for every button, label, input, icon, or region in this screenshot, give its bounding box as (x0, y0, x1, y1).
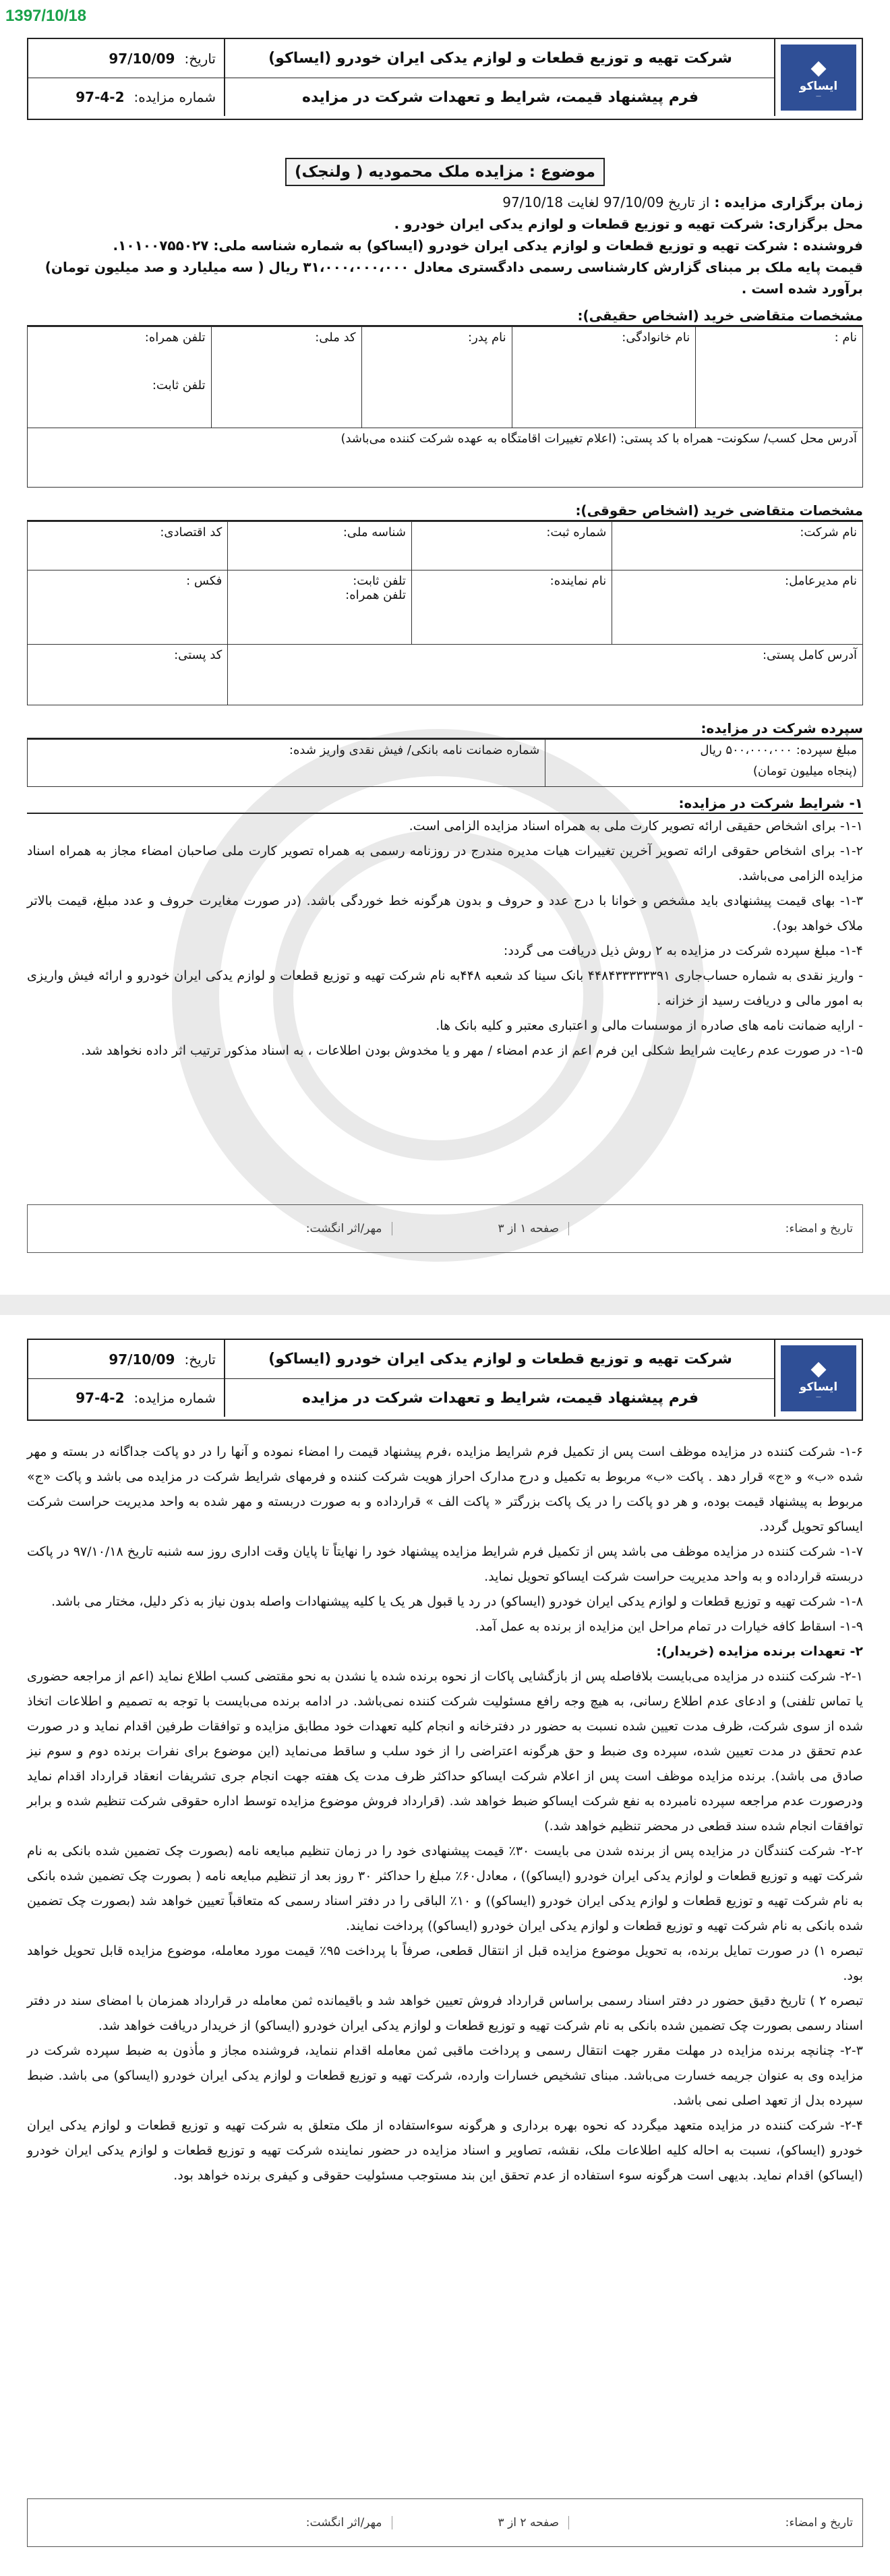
field-address[interactable]: آدرس محل کسب/ سکونت- همراه با کد پستی: (اعلام تغییرات اقامتگاه به عهده شرکت کننده می‌باشد) (28, 428, 863, 488)
field-legal-mobile: تلفن همراه: (345, 588, 406, 602)
form-title: فرم پیشنهاد قیمت، شرایط و تعهدات شرکت در مزایده (301, 1389, 699, 1407)
page-1 (27, 38, 863, 1272)
legal-applicant-table (27, 521, 863, 705)
obligation-item: تبصره ۲ ) تاریخ دقیق حضور در دفتر اسناد رسمی براساس قرارداد فروش تعیین خواهد شد و باقیمانده ثمن معامله در قرارداد همزمان با امضای سند در دفتر اسناد رسمی بصورت چک تضمین شده بانکی به نام شرکت تهیه و توزیع قطعات و لوازم یدکی ایران خودرو (ایساکو) از خریدار دریافت خواهد شد. (27, 1993, 863, 2033)
date-label: تاریخ: (184, 1351, 216, 1368)
date-value: 97/10/09 (109, 1351, 175, 1368)
held-value: از تاریخ 97/10/09 لغایت 97/10/18 (502, 194, 710, 210)
page-separator (0, 1295, 890, 1315)
field-fax[interactable]: فکس : (28, 570, 228, 645)
field-national-code[interactable]: کد ملی: (211, 327, 361, 428)
conditions-title: ۱- شرایط شرکت در مزایده: (27, 795, 863, 814)
footer-page-number: صفحه ۱ از ۳ (392, 1222, 570, 1235)
page-2-paragraphs (27, 1440, 863, 2188)
field-legal-phones[interactable] (228, 570, 412, 645)
obligation-item: ۲-۱- شرکت کننده در مزایده می‌بایست بلافاصله پس از بازگشایی پاکات از نحوه برنده شده یا نشدن به نحو مقتضی کسب اطلاع نماید (اعم از مراجعه حضوری یا تماس تلفنی) و ادعای عدم اطلاع رسانی، به هیچ وجه رافع مسئولیت شرکت کننده نمی‌باشد. در ادامه برنده می‌بایست با توجه به تصمیم و اطلاعات اتخاذ شده از سوی شرکت، ظرف مدت تعیین شده نسبت به حضور در دفترخانه و انجام کلیه تعهدات خود مطابق مزایده و توافقات طرفین اقدام نماید و در صورت عدم تحقق در مدت تعیین شده، سپرده وی ضبط و حق هرگونه اعتراضی را از خود سلب و ساقط می‌نماید (این موضوع برای نفرات برنده دوم و سوم نیز صادق می باشد). برنده مزایده موظف است پس از اعلام شرکت ایساکو حداکثر ظرف مدت یک هفته جهت انجام جری تشریفات انعقاد قرارداد اقدام نماید ودرصورت عدم مراجعه سپرده نامبرده به نفع شرکت ایساکو ضبط خواهد شد. (قرارداد فروش موضوع مزایده توسط اداره حقوقی شرکت تنظیم شده و برابر توافقات انجام شده سند قطعی در محضر تنظیم خواهد شد.) (27, 1669, 863, 1834)
condition-item: ۱-۷- شرکت کننده در مزایده موظف می باشد پس از تکمیل فرم شرایط مزایده پیشنهاد خود را نهایتاً تا پایان وقت اداری روز سه شنبه تاریخ ۹۷/۱۰/۱۸ در پاکت دربسته قرارداده و به واحد مدیریت حراست شرکت ایساکو تحویل نماید. (27, 1544, 863, 1584)
natural-applicant-table (27, 326, 863, 488)
field-eco-code[interactable]: کد اقتصادی: (28, 522, 228, 570)
footer-date-sign[interactable]: تاریخ و امضاء: (785, 2516, 853, 2529)
footer-seal[interactable]: مهر/اثر انگشت: (82, 2516, 392, 2529)
field-legal-phone: تلفن ثابت: (353, 574, 406, 588)
legal-applicant-title: مشخصات متقاضی خرید (اشخاص حقوقی): (27, 502, 863, 521)
date-value: 97/10/09 (109, 50, 175, 67)
condition-item: - ارایه ضمانت نامه های صادره از موسسات مالی و اعتباری معتبر و کلیه بانک ها. (436, 1018, 863, 1033)
field-mobile: تلفن همراه: (144, 330, 206, 345)
condition-item: ۱-۵- در صورت عدم رعایت شرایط شکلی این فرم اعم از عدم امضاء / مهر و یا مخدوش بودن اطلاعات ، به اسناد مذکور ترتیب اثر داده نخواهد شد. (81, 1043, 863, 1058)
logo-box-2 (774, 1340, 862, 1417)
footer-seal[interactable]: مهر/اثر انگشت: (82, 1222, 392, 1235)
form-title: فرم پیشنهاد قیمت، شرایط و تعهدات شرکت در مزایده (301, 88, 699, 106)
field-postal[interactable]: کد پستی: (28, 645, 228, 705)
conditions-list (27, 814, 863, 1063)
auction-no-value: 97-4-2 (76, 89, 125, 105)
page-1-footer (27, 1204, 863, 1253)
auction-no-label: شماره مزایده: (134, 89, 216, 105)
field-rep[interactable]: نام نماینده: (411, 570, 612, 645)
condition-item: ۱-۹- اسقاط کافه خیارات در تمام مراحل این مزایده از برنده به عمل آمد. (475, 1619, 863, 1634)
deposit-title: سپرده شرکت در مزایده: (27, 720, 863, 739)
logo-box (774, 39, 862, 116)
natural-applicant-title: مشخصات متقاضی خرید (اشخاص حقیقی): (27, 308, 863, 326)
date-label: تاریخ: (184, 50, 216, 67)
auction-subject: موضوع : مزایده ملک محمودیه ( ولنجک) (285, 158, 605, 186)
obligation-item: ۲-۳- چنانچه برنده مزایده در مهلت مقرر جهت انتقال رسمی و پرداخت ماقبی ثمن معامله اقدام ننماید، فروشنده مجاز و مأذون به ضبط سپرده شرکت در مزایده وی به عنوان جریمه خسارت می‌باشد. مبنای تشخیص خسارات وارده، شرکت تهیه و توزیع قطعات و لوازم یدکی ایران خودرو (ایساکو) می باشد. ضبط سپرده بدل از تعهد اصلی نمی باشد. (27, 2043, 863, 2108)
document-stamp-date: 1397/10/18 (5, 7, 87, 25)
deposit-table (27, 739, 863, 787)
condition-item: ۱-۲- برای اشخاص حقوقی ارائه تصویر آخرین تغییرات هیات مدیره مندرج در روزنامه رسمی به همراه تصویر کارت ملی صاحبان امضاء مجاز به همراه اسناد مزایده الزامی می‌باشد. (27, 844, 863, 883)
isaco-logo-icon: ◆ ایساکو — (781, 1345, 856, 1411)
condition-item: ۱-۴- مبلغ سپرده شرکت در مزایده به ۲ روش ذیل دریافت می گردد: (503, 943, 863, 958)
deposit-ref[interactable]: شماره ضمانت نامه بانکی/ فیش نقدی واریز شده: (28, 740, 545, 787)
field-ceo[interactable]: نام مدیرعامل: (612, 570, 863, 645)
condition-item: ۱-۸- شرکت تهیه و توزیع قطعات و لوازم یدکی ایران خودرو (ایساکو) در رد یا قبول هر یک یا کلیه پیشنهادات واصله بدون نیاز به ذکر دلیل، مختار می باشد. (51, 1594, 863, 1609)
field-reg-no[interactable]: شماره ثبت: (411, 522, 612, 570)
condition-item: - واریز نقدی به شماره حساب‌جاری ۴۴۸۴۳۳۳۳۳۳۹۱ بانک سینا کد شعبه ۴۴۸به نام شرکت تهیه و توزیع قطعات و لوازم یدکی ایران خودرو و ارائه فیش واریزی به امور مالی و دریافت رسید از خزانه . (27, 968, 863, 1008)
field-name[interactable]: نام : (696, 327, 863, 428)
field-father[interactable]: نام پدر: (361, 327, 512, 428)
isaco-logo-icon: ◆ ایساکو — (781, 45, 856, 111)
page-2 (27, 1339, 863, 2563)
field-national-id[interactable]: شناسه ملی: (228, 522, 412, 570)
logo-text: ایساکو (799, 79, 838, 93)
document-header (27, 38, 863, 120)
seller-info: فروشنده : شرکت تهیه و توزیع قطعات و لوازم یدکی ایران خودرو (ایساکو) به شماره شناسه ملی: ۱۰۱۰۰۷۵۵۰۲۷. (113, 237, 863, 254)
field-legal-address[interactable]: آدرس کامل پستی: (228, 645, 863, 705)
document-header-2 (27, 1339, 863, 1421)
field-company[interactable]: نام شرکت: (612, 522, 863, 570)
deposit-amount: مبلغ سپرده: ۵۰۰،۰۰۰،۰۰۰ ریال (700, 743, 857, 757)
field-phones[interactable] (28, 327, 212, 428)
deposit-amount-cell (545, 740, 863, 787)
field-phone: تلفن ثابت: (152, 378, 206, 392)
obligation-item: ۲-۲- شرکت کنندگان در مزایده پس از برنده شدن می بایست ۳۰٪ قیمت پیشنهادی خود را در زمان تنظیم مبایعه نامه (بصورت چک تضمین شده بانکی به نام شرکت تهیه و توزیع قطعات و لوازم یدکی ایران خودرو (ایساکو)) ، معادل۶۰٪ مبلغ را حداکثر ۳۰ روز بعد از تنظیم مبایعه نامه ( بصورت چک تضمین شده بانکی به نام شرکت تهیه و توزیع قطعات و لوازم یدکی ایران خودرو (ایساکو)) و ۱۰٪ الباقی را در دفتر اسناد رسمی که متعاقباً تعیین خواهد شد (بصورت چک تضمین شده بانکی به نام شرکت تهیه و توزیع قطعات و لوازم یدکی ایران خودرو (ایساکو)) پرداخت نمایند. (27, 1844, 863, 1933)
logo-text: ایساکو (799, 1380, 838, 1394)
condition-item: ۱-۱- برای اشخاص حقیقی ارائه تصویر کارت ملی به همراه اسناد مزایده الزامی است. (409, 819, 863, 833)
obligation-item: ۲-۴- شرکت کننده در مزایده متعهد میگردد که نحوه بهره برداری و هرگونه سوءاستفاده از ملک متعلق به شرکت تهیه و توزیع قطعات و لوازم یدکی ایران خودرو (ایساکو)، نسبت به احاله کلیه اطلاعات ملک، نقشه، تصاویر و اسناد مزایده در حضور نماینده شرکت تهیه و توزیع قطعات و لوازم یدکی ایران خودرو (ایساکو) اقدام نماید. بدیهی است هرگونه سوء استفاده از عدم تحقق این بند مستوجب مسئولیت حقوقی و کیفری برنده خواهد بود. (27, 2118, 863, 2183)
page-2-footer (27, 2498, 863, 2547)
base-price: قیمت پایه ملک بر مبنای گزارش کارشناسی رسمی دادگستری معادل ۳۱،۰۰۰،۰۰۰،۰۰۰ ریال ( سه میلیارد و صد میلیون تومان) برآورد شده است . (44, 259, 863, 297)
held-label: زمان برگزاری مزایده : (714, 194, 863, 210)
condition-item: ۱-۳- بهای قیمت پیشنهادی باید مشخص و خوانا با درج عدد و حروف و بدون هرگونه خط خوردگی باشد. (در صورت مغایرت حروف و عدد مبلغ، قیمت بالاتر ملاک خواهد بود). (27, 894, 863, 933)
company-name: شرکت تهیه و توزیع قطعات و لوازم یدکی ایران خودرو (ایساکو) (225, 1340, 775, 1379)
obligation-item: تبصره ۱) در صورت تمایل برنده، به تحویل موضوع مزایده قبل از انتقال قطعی، صرفاً با پرداخت ۹۵٪ قیمت مورد معامله، موضوع مزایده قابل تحویل خواهد بود. (27, 1943, 863, 1983)
auction-no-value: 97-4-2 (76, 1390, 125, 1406)
footer-date-sign[interactable]: تاریخ و امضاء: (785, 1222, 853, 1235)
footer-page-number: صفحه ۲ از ۳ (392, 2516, 570, 2529)
deposit-words: (پنجاه میلیون تومان) (752, 764, 857, 778)
obligations-title: ۲- تعهدات برنده مزایده (خریدار): (656, 1644, 863, 1659)
condition-item: ۱-۶- شرکت کننده در مزایده موظف است پس از تکمیل فرم شرایط مزایده ،فرم پیشنهاد قیمت را امضاء نموده و آنها را در دو پاکت جداگانه در بسته و مهر شده «ب» و «ج» قرار دهد . پاکت «ب» مربوط به تکمیل و درج مدارک احراز هویت شرکت کننده و فرمهای شرایط شرکت در مزایده می باشد و پاکت «ج» مربوط به پیشنهاد قیمت بوده، و هر دو پاکت را در یک پاکت بزرگتر « پاکت الف » قرارداده و به صورت دربسته و مهر شده به واحد مدیریت حراست شرکت ایساکو تحویل گردد. (27, 1444, 863, 1534)
auction-no-label: شماره مزایده: (134, 1390, 216, 1406)
auction-place: محل برگزاری: شرکت تهیه و توزیع قطعات و لوازم یدکی ایران خودرو . (394, 216, 863, 232)
company-name: شرکت تهیه و توزیع قطعات و لوازم یدکی ایران خودرو (ایساکو) (225, 39, 775, 78)
field-family[interactable]: نام خانوادگی: (512, 327, 696, 428)
